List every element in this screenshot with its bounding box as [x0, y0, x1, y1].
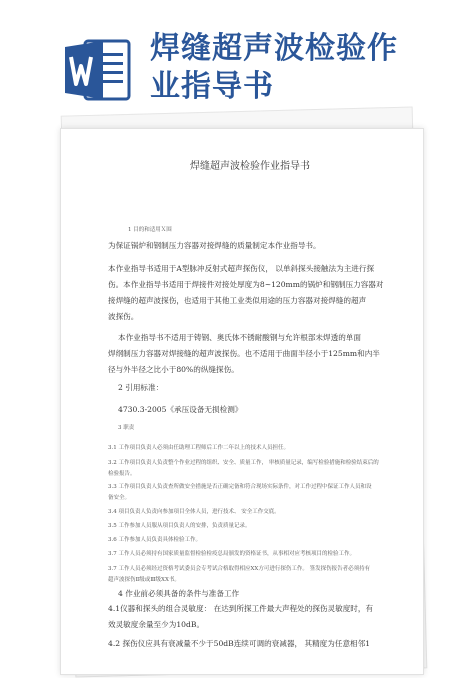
duty-line: 3.7 工作人员必须经过资格考试委员会专考试合格取得相应XX方可进行探伤工作。 签发探伤报告者必须持有	[108, 566, 371, 572]
document-page	[60, 128, 424, 675]
banner-title-line-1: 焊缝超声波检验作	[150, 31, 398, 66]
section-1-heading: 1 目的和适用Ｘ围	[128, 227, 172, 233]
para1-line: 伤。本作业指导书适用于焊接件对接处厚度为8~120mm的锅炉和钢制压力容器对	[108, 280, 384, 289]
section-3-heading: 3 职责	[118, 425, 135, 431]
standard-reference: 4730.3-2005《承压设备无损检测》	[118, 405, 243, 414]
banner-title-line-2: 业指导书	[150, 69, 274, 104]
duty-line: 超声波探伤Ⅱ级或Ⅲ级XX书。	[108, 577, 180, 583]
section-2-heading: 2 引用标准：	[118, 383, 164, 392]
duty-line: 3.7 工作人员必须持有国家质量监督检验检疫总局颁发的资格证书，从事相对应考核项目的检验工作。	[108, 551, 355, 557]
word-icon	[63, 37, 133, 103]
banner-title	[150, 30, 460, 106]
para1-line: 本作业指导书适用于A型脉冲反射式超声探伤仪， 以单斜探头接触法为主进行探	[108, 264, 375, 273]
para1-line: 波探伤。	[108, 312, 139, 321]
duty-line: 3.3 工作项目负责人负责查所做安全措施是否正确完备和符合现场实际条件，对工作过程中保证工作人员和设	[108, 484, 372, 490]
purpose-text: 为保证锅炉和钢制压力容器对接焊缝的质量制定本作业指导书。	[108, 241, 321, 250]
section-4-heading: 4 作业前必须具备的条件与准备工作	[118, 589, 240, 598]
para42-line: 4.2 探伤仪应具有衰减量不少于50dB连续可调的衰减器， 其精度为任意相邻1	[108, 639, 371, 648]
duty-line: 3.4 项目负责人负责向参加项目全体人员，进行技术、 安全工作交底。	[108, 509, 280, 515]
document-title: 焊缝超声波检验作业指导书	[190, 161, 310, 172]
para41-line: 效灵敏度余量至少为10dB。	[108, 620, 205, 629]
duty-line: 3.5 工作参加人员服从项目负责人的安排，负责质量记录。	[108, 523, 251, 529]
duty-line: 3.6 工作参加人员负责具体检验工作。	[108, 537, 201, 543]
para41-line: 4.1仪器和探头的组合灵敏度： 在达到所探工件最大声程处的探伤灵敏度时，有	[108, 604, 374, 613]
duty-line: 3.1 工作项目负责人必须由任助理工程师后工作二年以上的技术人员担任。	[108, 445, 289, 451]
duty-line: 备安全。	[108, 495, 131, 501]
duty-line: 检验报告。	[108, 471, 136, 477]
para2-line: 径与外半径之比小于80%的纵缝探伤。	[108, 365, 239, 374]
para2-line: 焊纲制压力容器对焊接缝的超声波探伤。也不适用于曲面半径小于125mm和内半	[108, 349, 380, 358]
duty-line: 3.2 工作项目负责人负责整个作业过程的组织、安全、质量工作， 审核质量记录，编写检验措施和检验结束后的	[108, 460, 379, 466]
para1-line: 接焊缝的超声波探伤，也适用于其他工业类似用途的压力容器对接焊缝的超声	[108, 296, 367, 305]
para2-line: 本作业指导书不适用于铸钢、奥氏体不锈耐酸钢与允许根部未焊透的单面	[118, 333, 361, 342]
